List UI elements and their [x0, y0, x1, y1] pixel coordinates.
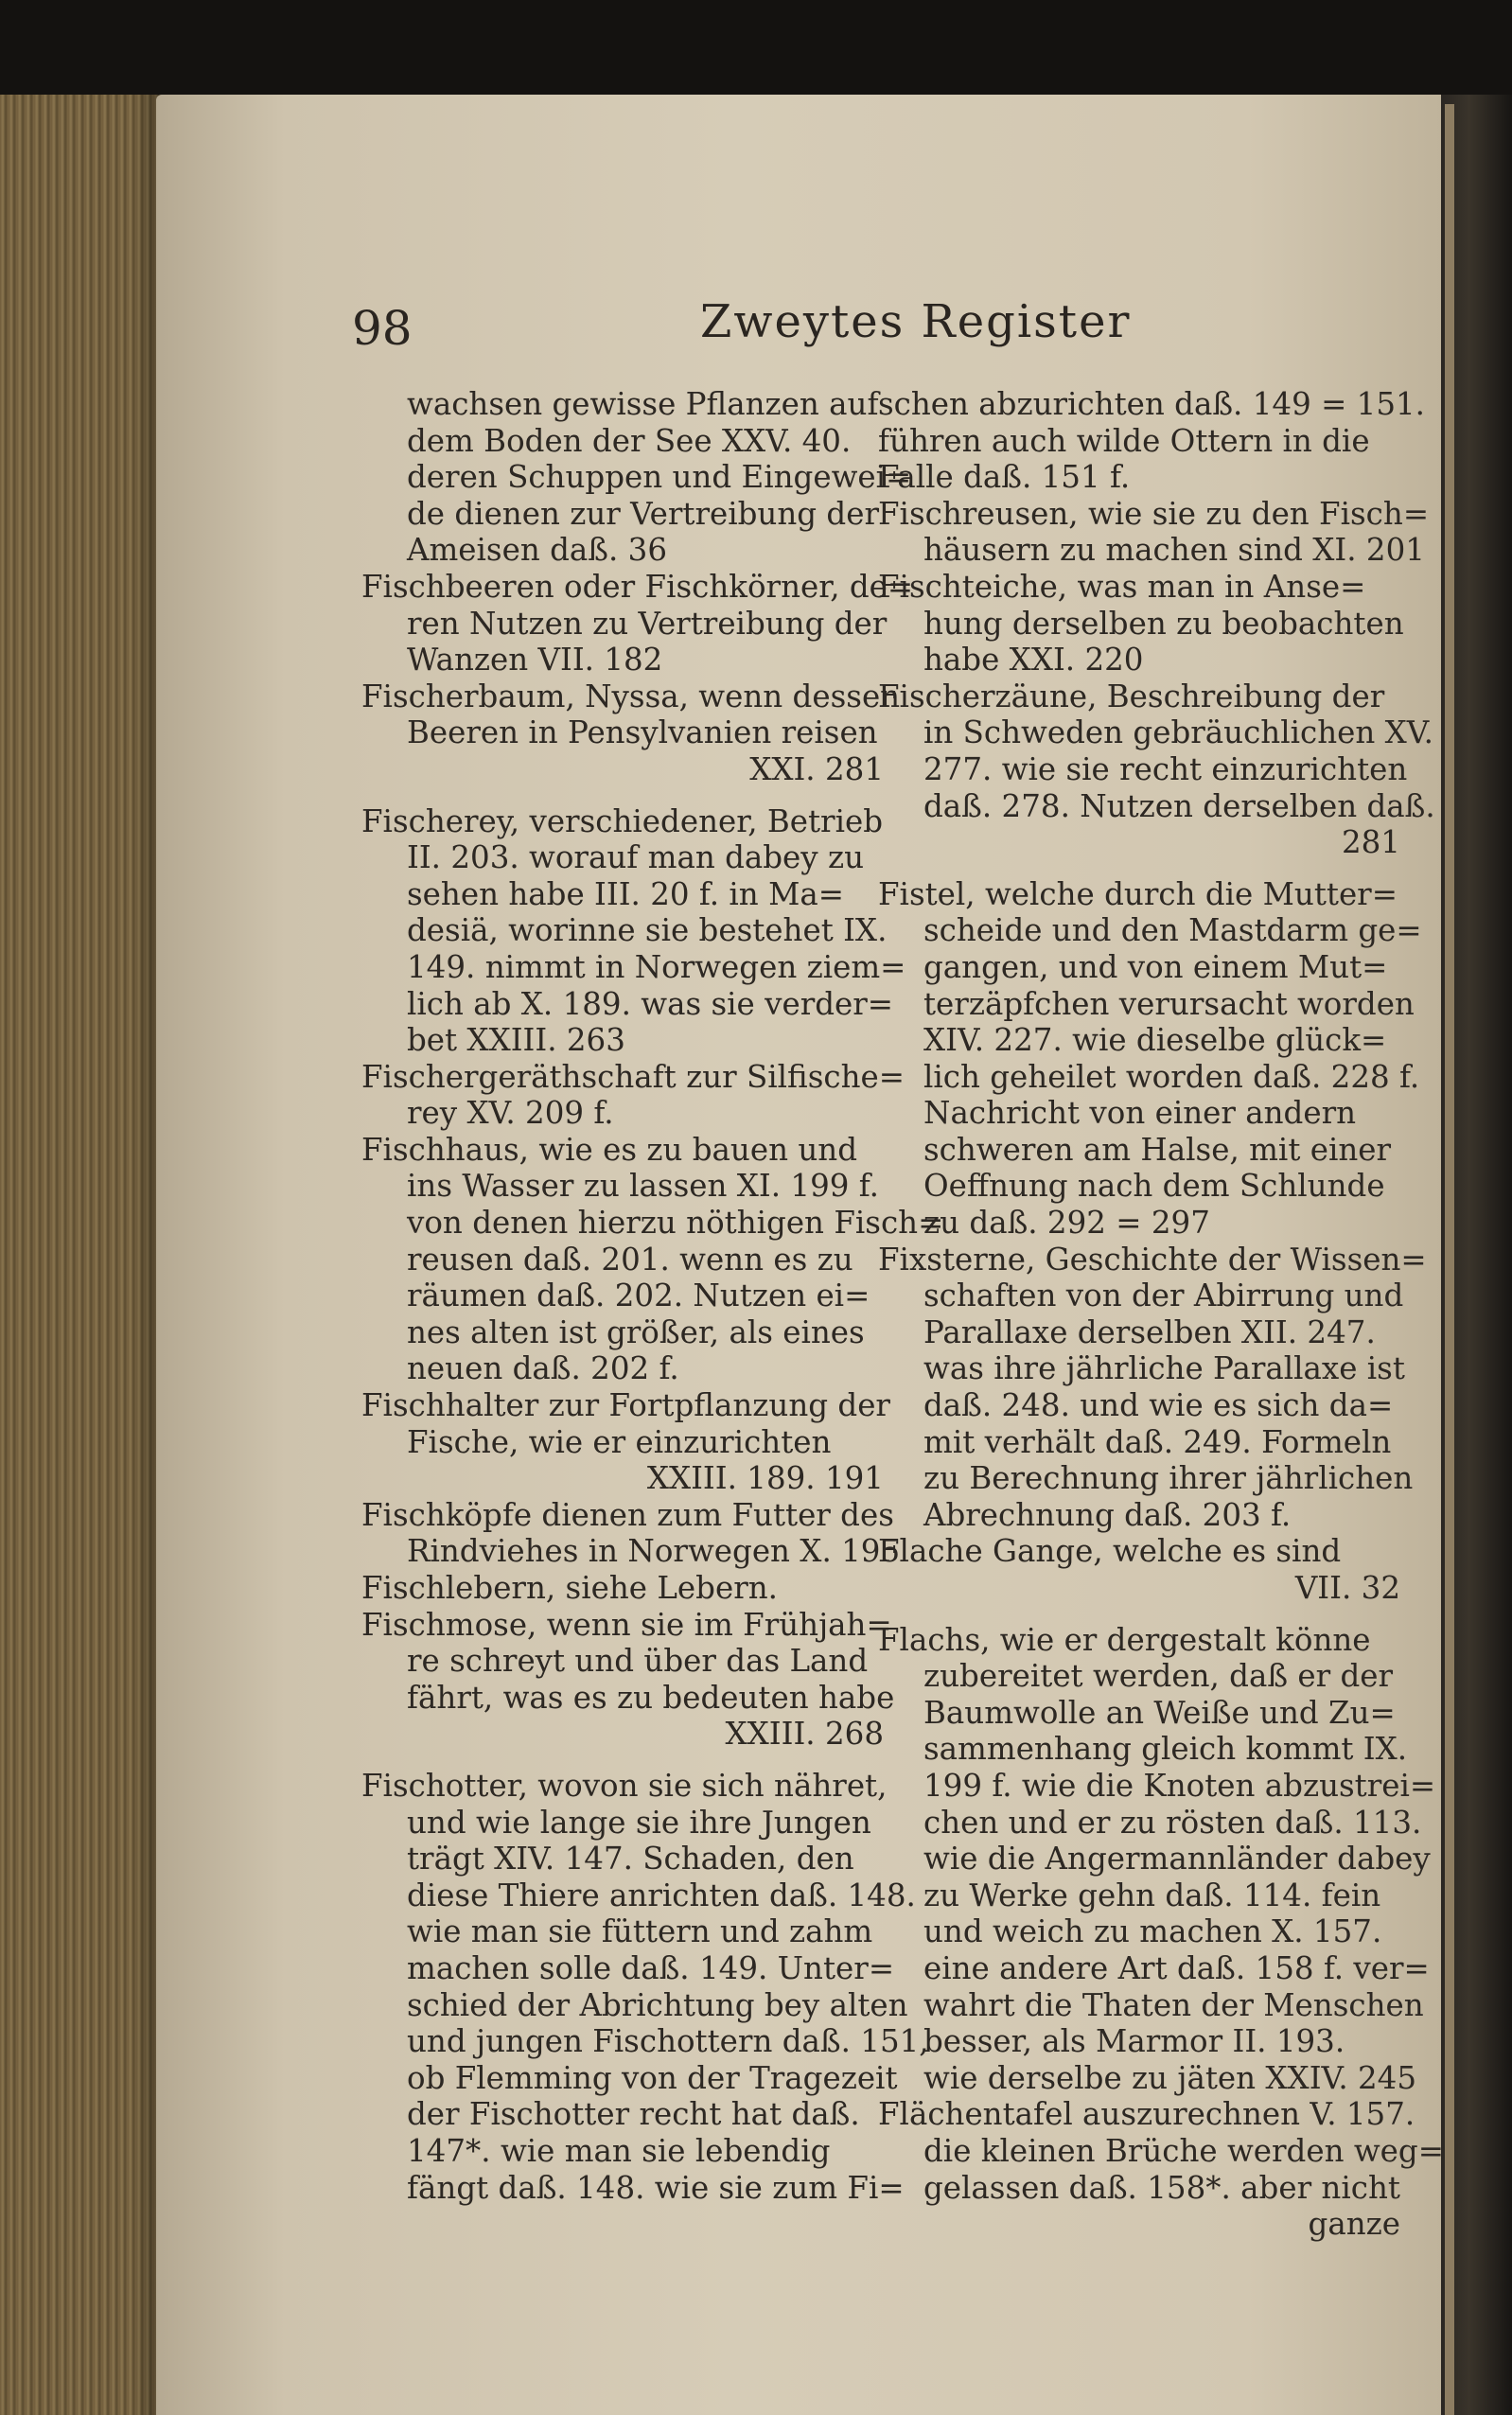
index-line: scheide und den Mastdarm ge=	[923, 912, 1422, 949]
index-line: Baumwolle an Weiße und Zu=	[923, 1694, 1396, 1731]
index-line: was ihre jährliche Parallaxe ist	[923, 1350, 1405, 1387]
index-line: Falle daß. 151 f.	[878, 459, 1131, 496]
index-line: gelassen daß. 158*. aber nicht	[923, 2169, 1400, 2206]
index-line: in Schweden gebräuchlichen XV.	[923, 714, 1433, 751]
index-line: zu Werke gehn daß. 114. fein	[923, 1877, 1381, 1913]
index-line: desiä, worinne sie bestehet IX.	[407, 912, 888, 949]
index-line: von denen hierzu nöthigen Fisch=	[407, 1205, 944, 1242]
index-line: Fischhalter zur Fortpflanzung der	[361, 1387, 890, 1424]
index-line: zu daß. 292 = 297	[923, 1205, 1210, 1242]
index-line: 281	[1341, 824, 1400, 861]
index-line: ob Flemming von der Tragezeit	[407, 2059, 898, 2096]
index-line: deren Schuppen und Eingewei=	[407, 459, 912, 496]
index-line: diese Thiere anrichten daß. 148.	[407, 1877, 916, 1913]
index-line: ren Nutzen zu Vertreibung der	[407, 605, 888, 642]
index-line: Fischerbaum, Nyssa, wenn dessen	[361, 678, 901, 714]
index-line: habe XXI. 220	[923, 642, 1144, 679]
index-line: 149. nimmt in Norwegen ziem=	[407, 948, 906, 985]
index-line: häusern zu machen sind XI. 201	[923, 532, 1425, 569]
index-line: Fischlebern, siehe Lebern.	[361, 1570, 779, 1606]
index-line: Fischotter, wovon sie sich nähret,	[361, 1767, 888, 1804]
index-line: räumen daß. 202. Nutzen ei=	[407, 1278, 870, 1314]
index-line: die kleinen Brüche werden weg=	[923, 2132, 1444, 2169]
index-line: gangen, und von einem Mut=	[923, 948, 1388, 985]
index-line: führen auch wilde Ottern in die	[878, 422, 1370, 459]
index-column-left	[361, 386, 944, 2206]
index-line: trägt XIV. 147. Schaden, den	[407, 1841, 854, 1877]
index-line: fährt, was es zu bedeuten habe	[407, 1679, 895, 1716]
index-line: Fische, wie er einzurichten	[407, 1423, 832, 1460]
index-line: VII. 32	[1294, 1570, 1400, 1606]
index-line: wie derselbe zu jäten XXIV. 245	[923, 2059, 1417, 2096]
index-line: Abrechnung daß. 203 f.	[923, 1496, 1292, 1533]
index-line: Fischmose, wenn sie im Frühjah=	[361, 1606, 892, 1643]
index-line: nes alten ist größer, als eines	[407, 1313, 865, 1350]
index-line: Fischbeeren oder Fischkörner, de=	[361, 568, 914, 605]
index-line: neuen daß. 202 f.	[407, 1350, 679, 1387]
index-line: bet XXIII. 263	[407, 1022, 625, 1059]
index-line: chen und er zu rösten daß. 113.	[923, 1804, 1422, 1841]
index-line: Nachricht von einer andern	[923, 1095, 1357, 1132]
index-line: 199 f. wie die Knoten abzustrei=	[923, 1767, 1436, 1804]
index-line: Fischteiche, was man in Anse=	[878, 568, 1366, 605]
index-line: daß. 278. Nutzen derselben daß.	[923, 787, 1435, 824]
index-line: Oeffnung nach dem Schlunde	[923, 1168, 1385, 1205]
index-line: Fischreusen, wie sie zu den Fisch=	[878, 495, 1430, 532]
index-line: besser, als Marmor II. 193.	[923, 2023, 1345, 2060]
index-line: daß. 248. und wie es sich da=	[923, 1387, 1394, 1424]
index-line: schied der Abrichtung bey alten	[407, 1986, 908, 2023]
index-line: sammenhang gleich kommt IX.	[923, 1731, 1408, 1768]
index-line: machen solle daß. 149. Unter=	[407, 1949, 895, 1986]
index-line: zubereitet werden, daß er der	[923, 1658, 1394, 1695]
index-line: Fischerey, verschiedener, Betrieb	[361, 802, 884, 839]
index-line: Flächentafel auszurechnen V. 157.	[878, 2096, 1415, 2133]
index-line: wie die Angermannländer dabey	[923, 1841, 1431, 1877]
index-line: Fischköpfe dienen zum Futter des	[361, 1496, 894, 1533]
index-line: Fixsterne, Geschichte der Wissen=	[878, 1241, 1427, 1278]
index-line: Wanzen VII. 182	[407, 642, 663, 679]
page-number: 98	[352, 301, 413, 356]
index-line: schweren am Halse, mit einer	[923, 1131, 1392, 1168]
index-line: schaften von der Abirrung und	[923, 1278, 1404, 1314]
index-line: lich ab X. 189. was sie verder=	[407, 985, 894, 1022]
index-line: Beeren in Pensylvanien reisen	[407, 714, 878, 751]
index-line: wachsen gewisse Pflanzen auf	[407, 386, 879, 422]
index-line: und weich zu machen X. 157.	[923, 1913, 1382, 1950]
index-line: schen abzurichten daß. 149 = 151.	[878, 386, 1426, 422]
index-line: Parallaxe derselben XII. 247.	[923, 1313, 1376, 1350]
index-line: XIV. 227. wie dieselbe glück=	[923, 1022, 1387, 1059]
index-line: XXI. 281	[749, 750, 884, 787]
index-line: Flache Gange, welche es sind	[878, 1533, 1342, 1570]
index-line: Flachs, wie er dergestalt könne	[878, 1621, 1371, 1658]
index-line: eine andere Art daß. 158 f. ver=	[923, 1949, 1430, 1986]
index-line: 147*. wie man sie lebendig	[407, 2132, 831, 2169]
index-line: de dienen zur Vertreibung der	[407, 495, 880, 532]
index-line: re schreyt und über das Land	[407, 1643, 869, 1680]
index-line: Fistel, welche durch die Mutter=	[878, 875, 1398, 912]
index-line: wahrt die Thaten der Menschen	[923, 1986, 1424, 2023]
index-line: der Fischotter recht hat daß.	[407, 2096, 860, 2133]
running-title: Zweytes Register	[700, 295, 1132, 348]
index-line: Fischerzäune, Beschreibung der	[878, 678, 1385, 714]
index-line: lich geheilet worden daß. 228 f.	[923, 1058, 1420, 1095]
index-line: zu Berechnung ihrer jährlichen	[923, 1460, 1414, 1497]
index-line: XXIII. 189. 191	[646, 1460, 884, 1497]
index-line: Fischergeräthschaft zur Silfische=	[361, 1058, 905, 1095]
index-line: reusen daß. 201. wenn es zu	[407, 1241, 853, 1278]
index-line: dem Boden der See XXV. 40.	[407, 422, 852, 459]
index-line: Ameisen daß. 36	[407, 532, 667, 569]
index-line: ganze	[1308, 2206, 1400, 2243]
index-line: XXIII. 268	[725, 1716, 884, 1753]
index-line: sehen habe III. 20 f. in Ma=	[407, 875, 844, 912]
index-line: hung derselben zu beobachten	[923, 605, 1404, 642]
index-line: und jungen Fischottern daß. 151,	[407, 2023, 929, 2060]
index-line: ins Wasser zu lassen XI. 199 f.	[407, 1168, 879, 1205]
index-line: wie man sie füttern und zahm	[407, 1913, 873, 1950]
index-line: Rindviehes in Norwegen X. 195	[407, 1533, 901, 1570]
index-line: und wie lange sie ihre Jungen	[407, 1804, 871, 1841]
index-line: rey XV. 209 f.	[407, 1095, 614, 1132]
facing-page-border	[1445, 104, 1454, 2415]
index-line: terzäpfchen verursacht worden	[923, 985, 1415, 1022]
index-line: fängt daß. 148. wie sie zum Fi=	[407, 2169, 905, 2206]
index-line: Fischhaus, wie es zu bauen und	[361, 1131, 858, 1168]
index-line: mit verhält daß. 249. Formeln	[923, 1423, 1392, 1460]
index-line: II. 203. worauf man dabey zu	[407, 839, 865, 876]
index-column-right	[878, 386, 1444, 2243]
index-line: 277. wie sie recht einzurichten	[923, 750, 1408, 787]
